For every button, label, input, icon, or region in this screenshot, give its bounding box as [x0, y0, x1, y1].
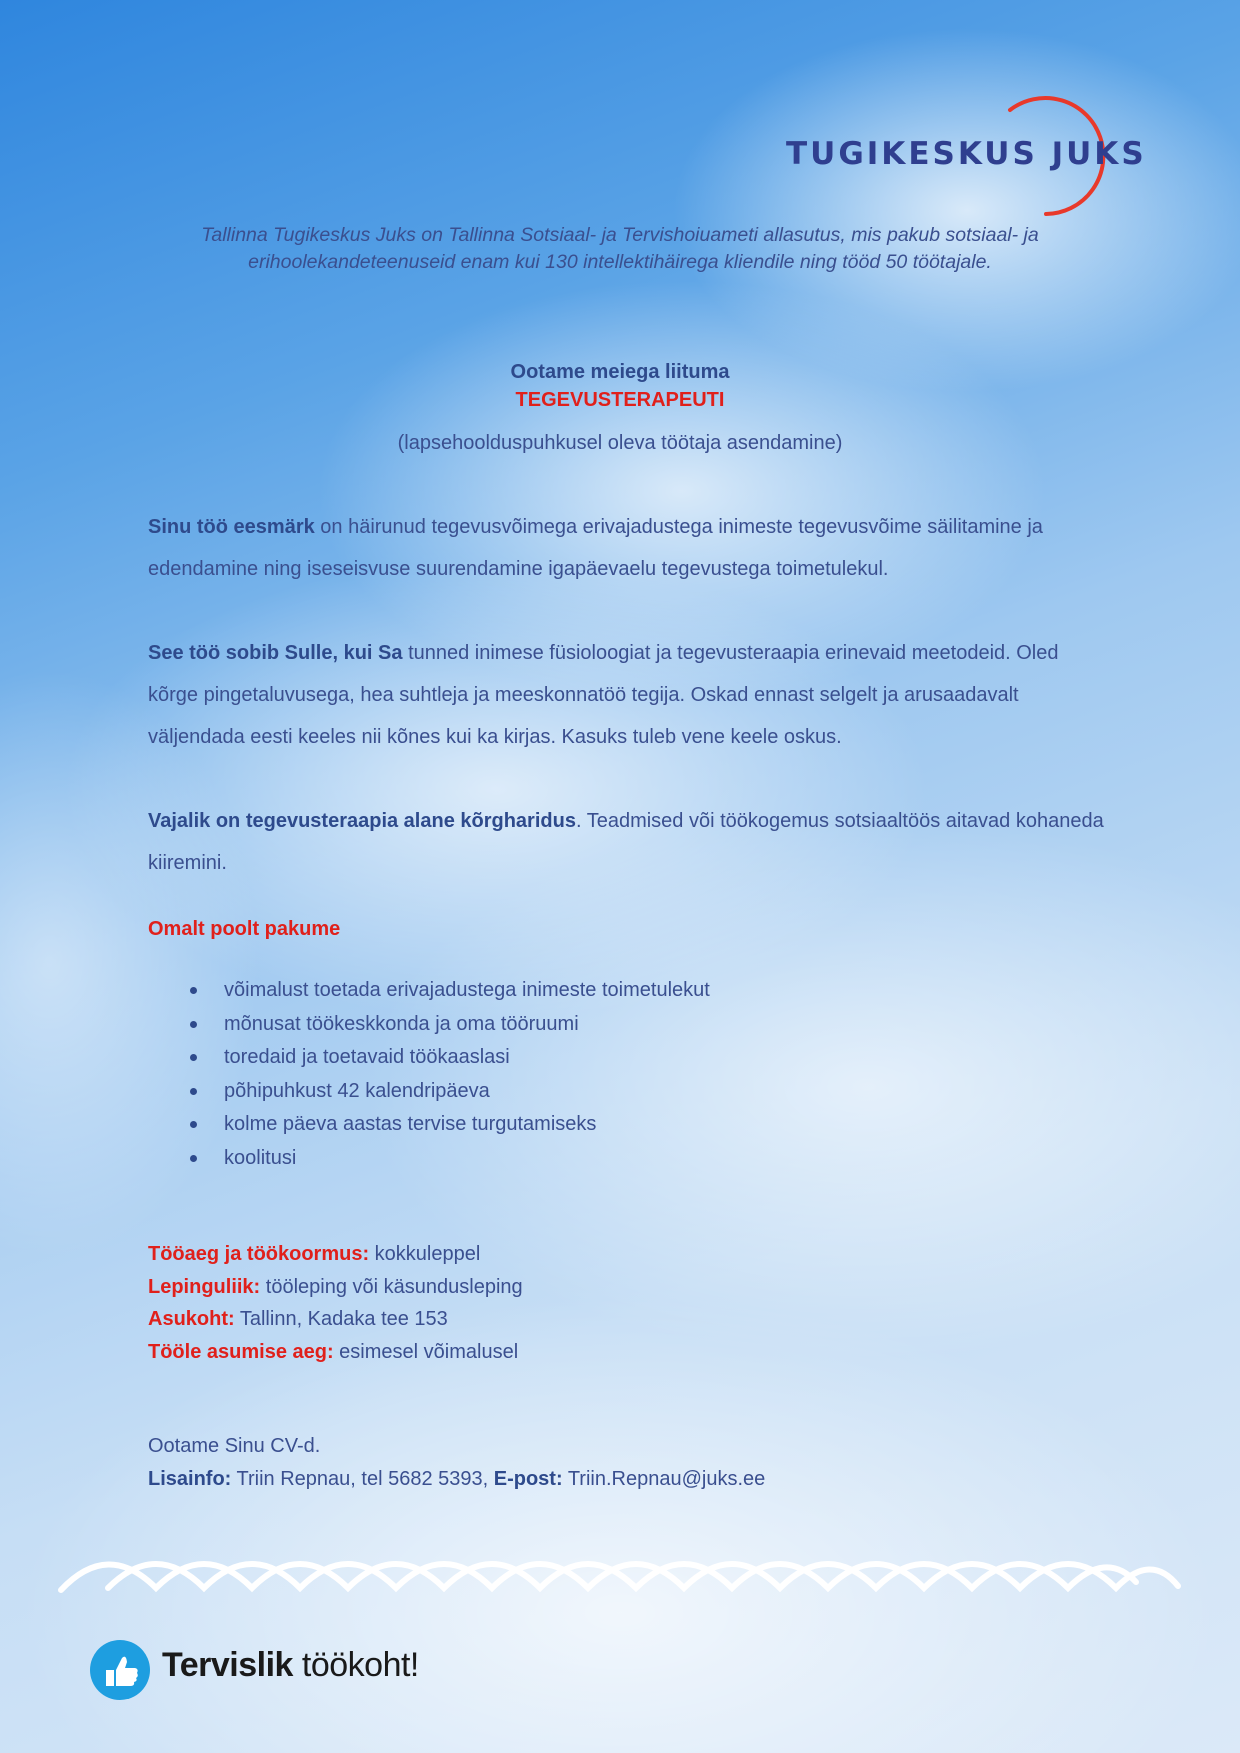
bullet-icon	[190, 1021, 197, 1028]
offer-item-text: põhipuhkust 42 kalendripäeva	[224, 1079, 490, 1102]
job-title: TEGEVUSTERAPEUTI	[515, 389, 725, 411]
list-item	[190, 1041, 710, 1075]
fact-value: tööleping või käsundusleping	[260, 1275, 523, 1298]
fact-key: Lepinguliik:	[148, 1275, 261, 1298]
fact-value: esimesel võimalusel	[333, 1340, 519, 1363]
paragraph-fit	[148, 632, 1108, 758]
offer-item-text: toredaid ja toetavaid töökaaslasi	[224, 1046, 510, 1068]
join-lead: Ootame meiega liituma	[510, 361, 730, 383]
bullet-icon	[190, 1155, 197, 1162]
bullet-icon	[190, 1054, 197, 1061]
fact-value: Tallinn, Kadaka tee 153	[234, 1308, 448, 1330]
footer-brand	[90, 1638, 470, 1702]
fact-value: kokkuleppel	[369, 1243, 481, 1265]
fact-start	[148, 1336, 523, 1369]
paragraph-fit-bold: See töö sobib Sulle, kui Sa	[148, 642, 403, 664]
footer-brand-text	[162, 1646, 419, 1685]
offer-list	[190, 974, 710, 1175]
footer-brand-rest: töökoht!	[292, 1646, 419, 1684]
paragraph-goal-text: on häirunud tegevusvõimega erivajadustega inimeste tegevusvõime säilitamine ja edendamine ning iseseisvuse suurendamine igapäevaelu tegevustega toimetulekul.	[148, 516, 1043, 580]
info-value: Triin Repnau, tel 5682 5393,	[231, 1467, 494, 1490]
list-item	[190, 1142, 710, 1176]
fact-key: Tööle asumise aeg:	[148, 1340, 334, 1363]
offer-item-text: võimalust toetada erivajadustega inimeste toimetulekut	[224, 979, 710, 1001]
paragraph-requirement	[148, 800, 1108, 884]
job-facts	[148, 1238, 523, 1368]
bullet-icon	[190, 1088, 197, 1095]
fact-key: Tööaeg ja töökoormus:	[148, 1243, 370, 1265]
intro-text: Tallinna Tugikeskus Juks on Tallinna Sotsiaal- ja Tervishoiuameti allasutus, mis pakub sotsiaal- ja erihoolekandeteenuseid enam kui 130 intellektihäirega kliendile ning tööd 50 töötajale.	[201, 224, 1039, 273]
footer-brand-bold: Tervislik	[162, 1646, 293, 1684]
contact-block	[148, 1430, 765, 1495]
list-item	[190, 974, 710, 1008]
thumbs-up-icon	[90, 1640, 150, 1700]
list-item	[190, 1008, 710, 1042]
logo-text: TUGIKESKUS JUKS	[786, 136, 1147, 172]
fact-key: Asukoht:	[148, 1308, 235, 1330]
list-item	[190, 1108, 710, 1142]
fact-contract	[148, 1271, 523, 1304]
company-logo	[778, 92, 1158, 222]
paragraph-requirement-text: . Teadmised või töökogemus sotsiaaltöös aitavad kohaneda kiiremini.	[148, 810, 1104, 874]
paragraph-goal	[148, 506, 1108, 590]
offer-item-text: koolitusi	[224, 1146, 297, 1169]
wave-decoration-icon	[56, 1540, 1186, 1600]
list-item	[190, 1075, 710, 1109]
cv-line: Ootame Sinu CV-d.	[148, 1435, 321, 1457]
paragraph-fit-text: tunned inimese füsioloogiat ja tegevusteraapia erinevaid meetodeid. Oled kõrge pingetaluvusega, hea suhtleja ja meeskonnatöö tegija. Oskad ennast selgelt ja arusaadavalt väljendada eesti keeles nii kõnes kui ka kirjas. Kasuks tuleb vene keele oskus.	[148, 642, 1059, 748]
position-note: (lapsehoolduspuhkusel oleva töötaja asendamine)	[397, 432, 843, 454]
offer-item-text: kolme päeva aastas tervise turgutamiseks	[224, 1113, 597, 1135]
paragraph-goal-bold: Sinu töö eesmärk	[148, 516, 315, 538]
offer-title: Omalt poolt pakume	[148, 918, 341, 940]
email-value: Triin.Repnau@juks.ee	[562, 1467, 766, 1490]
info-line	[148, 1463, 765, 1496]
bullet-icon	[190, 1121, 197, 1128]
fact-worktime	[148, 1238, 523, 1271]
paragraph-requirement-bold: Vajalik on tegevusteraapia alane kõrgharidus	[148, 810, 576, 832]
info-label: Lisainfo:	[148, 1467, 232, 1490]
offer-item-text: mõnusat töökeskkonda ja oma tööruumi	[224, 1012, 579, 1035]
email-label: E-post:	[493, 1467, 563, 1490]
fact-location	[148, 1303, 523, 1336]
bullet-icon	[190, 987, 197, 994]
join-heading	[0, 358, 1240, 414]
